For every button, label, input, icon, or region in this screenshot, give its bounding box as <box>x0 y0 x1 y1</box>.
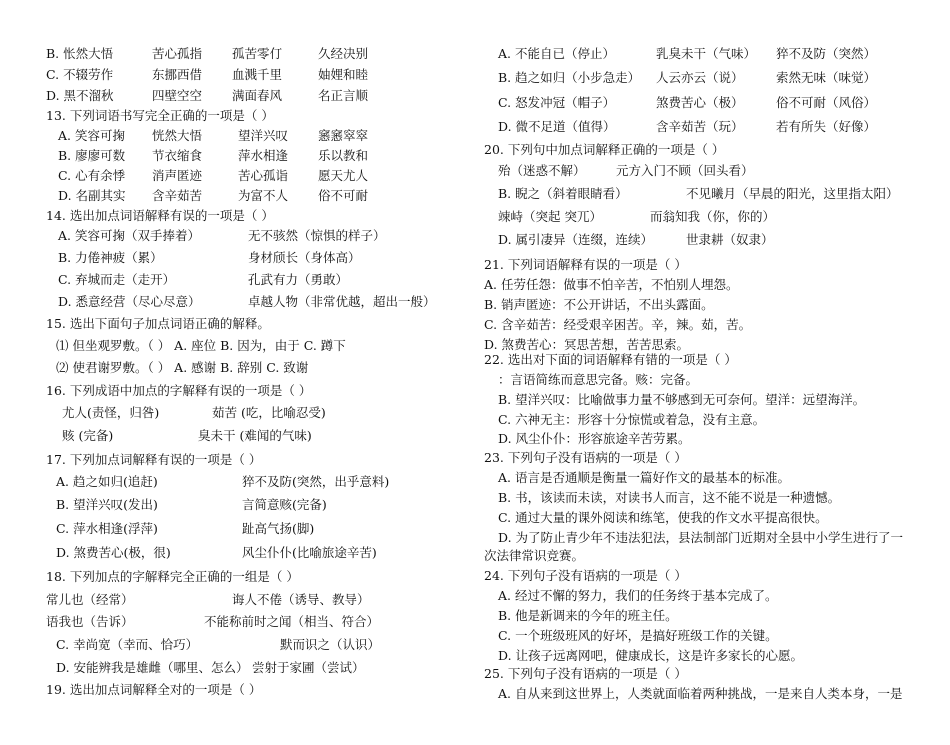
text-segment: 为富不人 <box>238 188 289 203</box>
text-segment: B. 睨之（斜着眼睛看） <box>498 186 628 201</box>
text-segment: 消声匿迹 <box>152 168 203 183</box>
text-segment: B. 他是新调来的今年的班主任。 <box>498 608 678 623</box>
text-segment: 满面春风 <box>232 88 283 103</box>
text-segment: 14. 选出加点词语解释有误的一项是（ ） <box>46 208 274 223</box>
text-segment: 节衣缩食 <box>152 148 203 163</box>
text-segment: 乳臭未干（气味） <box>656 46 757 61</box>
text-segment: D. 安能辨我是雄雌（哪里、怎么） <box>56 660 249 675</box>
text-segment: C. 弃城而走（走开） <box>58 272 176 287</box>
text-segment: D. 属引凄异（连缀，连续） <box>498 232 654 247</box>
text-segment: 名正言顺 <box>318 88 369 103</box>
text-segment: 猝不及防（突然） <box>776 46 877 61</box>
text-segment: 臭未干 (难闻的气味) <box>198 428 312 443</box>
text-segment: 23. 下列句子没有语病的一项是（ ） <box>484 450 687 465</box>
text-segment: ：言语简练而意思完备。赅：完备。 <box>498 372 699 387</box>
text-segment: 含辛茹苦（玩） <box>656 119 744 134</box>
text-segment: 苦心孤诣 <box>238 168 289 183</box>
text-segment: 猝不及防(突然，出乎意料) <box>242 474 390 489</box>
text-segment: 四壁空空 <box>152 88 203 103</box>
text-segment: B. 销声匿迹：不公开讲话，不出头露面。 <box>484 297 714 312</box>
text-segment: 语我也（告诉） <box>46 614 134 629</box>
text-segment: 人云亦云（说） <box>656 70 744 85</box>
text-segment: 17. 下列加点词解释有误的一项是（ ） <box>46 452 262 467</box>
text-segment: 次法律常识竞赛。 <box>484 548 585 563</box>
text-segment: 13. 下列词语书写完全正确的一项是（ ） <box>46 108 274 123</box>
text-segment: 俗不可耐 <box>318 188 369 203</box>
text-segment: 言简意赅(完备) <box>242 497 327 512</box>
text-segment: 殆（迷惑不解） <box>498 163 586 178</box>
text-segment: D. 煞费苦心：冥思苦想，苦苦思索。 <box>484 337 690 352</box>
text-segment: 趾高气扬(脚) <box>242 521 315 536</box>
text-segment: 18. 下列加点的字解释完全正确的一组是（ ） <box>46 569 299 584</box>
text-segment: 久经决别 <box>318 46 369 61</box>
text-segment: C. 不辍劳作 <box>46 67 114 82</box>
text-segment: A. 自从来到这世界上，人类就面临着两种挑战，一是来自人类本身，一是 <box>498 686 903 701</box>
text-segment: D. 微不足道（值得） <box>498 119 616 134</box>
text-segment: D. 悉意经营（尽心尽意） <box>58 294 201 309</box>
text-segment: 22. 选出对下面的词语解释有错的一项是（ ） <box>484 352 737 367</box>
text-segment: 19. 选出加点词解释全对的一项是（ ） <box>46 682 262 697</box>
text-segment: 乐以教和 <box>318 148 369 163</box>
text-segment: B. 趋之如归（小步急走） <box>498 70 641 85</box>
text-segment: ⑴ 但坐观罗敷。（ ） A. 座位 B. 因为，由于 C. 蹲下 <box>56 338 346 353</box>
text-segment: 身材颀长（身体高） <box>248 250 361 265</box>
text-segment: 21. 下列词语解释有误的一项是（ ） <box>484 257 687 272</box>
text-segment: D. 为了防止青少年不违法犯法，县法制部门近期对全县中小学生进行了一 <box>498 530 904 545</box>
text-segment: D. 黑不溜秋 <box>46 88 114 103</box>
text-segment: 茹苦 (吃，比喻忍受) <box>212 405 326 420</box>
text-segment: 望洋兴叹 <box>238 128 289 143</box>
text-segment: 元方入门不顾（回头看） <box>616 163 754 178</box>
text-segment: D. 煞费苦心(极，很) <box>56 545 171 560</box>
text-segment: 苦心孤指 <box>152 46 203 61</box>
text-segment: 16. 下列成语中加点的字解释有误的一项是（ ） <box>46 383 312 398</box>
text-segment: A. 语言是否通顺是衡量一篇好作文的最基本的标准。 <box>498 470 790 485</box>
text-segment: B. 书，该读而未读，对读书人而言，这不能不说是一种遗憾。 <box>498 490 841 505</box>
text-segment: 孤苦零仃 <box>232 46 283 61</box>
text-segment: B. 望洋兴叹：比喻做事力量不够感到无可奈何。望洋：远望海洋。 <box>498 392 866 407</box>
text-segment: 萍水相逢 <box>238 148 289 163</box>
text-segment: 24. 下列句子没有语病的一项是（ ） <box>484 568 687 583</box>
text-segment: 15. 选出下面句子加点词语正确的解释。 <box>46 316 270 331</box>
text-segment: C. 幸尚宽（幸而、恰巧） <box>56 637 199 652</box>
text-segment: C. 一个班级班风的好坏，是搞好班级工作的关键。 <box>498 628 778 643</box>
text-segment: 尤人(责怪，归咎) <box>62 405 160 420</box>
text-segment: C. 六神无主：形容十分惊慌或着急，没有主意。 <box>498 412 766 427</box>
text-segment: A. 趋之如归(追赶) <box>56 474 158 489</box>
text-segment: C. 通过大量的课外阅读和练笔，使我的作文水平提高很快。 <box>498 510 828 525</box>
text-segment: 赅 (完备) <box>62 428 114 443</box>
text-segment: A. 经过不懈的努力，我们的任务终于基本完成了。 <box>498 588 778 603</box>
text-segment: 不能称前时之闻（相当、符合） <box>204 614 380 629</box>
text-segment: 恍然大悟 <box>152 128 203 143</box>
text-segment: 而翁知我（你，你的） <box>650 209 776 224</box>
text-segment: ⑵ 使君谢罗敷。（ ） A. 感谢 B. 辞别 C. 致谢 <box>56 360 309 375</box>
text-segment: B. 力倦神疲（累） <box>58 250 163 265</box>
text-segment: A. 笑容可掬 <box>58 128 125 143</box>
text-segment: 常儿也（经常） <box>46 592 134 607</box>
text-segment: C. 含辛茹苦：经受艰辛困苦。辛，辣。茹，苦。 <box>484 317 752 332</box>
text-segment: 不见曦月（早晨的阳光，这里指太阳） <box>686 186 899 201</box>
text-segment: B. 怅然大悟 <box>46 46 114 61</box>
text-segment: 煞费苦心（极） <box>656 95 744 110</box>
text-segment: 索然无味（味觉） <box>776 70 877 85</box>
text-segment: D. 风尘仆仆：形容旅途辛苦劳累。 <box>498 431 691 446</box>
text-segment: 含辛茹苦 <box>152 188 203 203</box>
text-segment: D. 名副其实 <box>58 188 126 203</box>
text-segment: 卓越人物（非常优越，超出一般） <box>248 294 436 309</box>
text-segment: 若有所失（好像） <box>776 119 877 134</box>
text-segment: 竦峙（突起 突兀） <box>498 209 602 224</box>
text-segment: 诲人不倦（诱导、教导） <box>232 592 370 607</box>
text-segment: 俗不可耐（风俗） <box>776 95 877 110</box>
text-segment: 愿天尤人 <box>318 168 369 183</box>
text-segment: B. 廖廖可数 <box>58 148 126 163</box>
text-segment: A. 任劳任怨：做事不怕辛苦，不怕别人埋怨。 <box>484 277 739 292</box>
text-segment: 东挪西借 <box>152 67 203 82</box>
text-segment: 尝射于家圃（尝试） <box>252 660 365 675</box>
text-segment: 风尘仆仆(比喻旅途辛苦) <box>242 545 377 560</box>
text-segment: 无不骇然（惊惧的样子） <box>248 228 386 243</box>
text-segment: 窸窸窣窣 <box>318 128 369 143</box>
text-segment: 孔武有力（勇敢） <box>248 272 349 287</box>
text-segment: 默而识之（认识） <box>280 637 381 652</box>
text-segment: 世隶耕（奴隶） <box>686 232 774 247</box>
text-segment: C. 心有余悸 <box>58 168 126 183</box>
text-segment: D. 让孩子远离网吧，健康成长，这是许多家长的心愿。 <box>498 648 804 663</box>
text-segment: A. 笑容可掬（双手捧着） <box>58 228 200 243</box>
text-segment: C. 萍水相逢(浮萍) <box>56 521 158 536</box>
text-segment: A. 不能自已（停止） <box>498 46 615 61</box>
text-segment: 血溅千里 <box>232 67 283 82</box>
text-segment: 20. 下列句中加点词解释正确的一项是（ ） <box>484 142 725 157</box>
text-segment: 25. 下列句子没有语病的一项是（ ） <box>484 666 687 681</box>
text-segment: 妯娌和睦 <box>318 67 369 82</box>
text-segment: B. 望洋兴叹(发出) <box>56 497 158 512</box>
text-segment: C. 怒发冲冠（帽子） <box>498 95 616 110</box>
